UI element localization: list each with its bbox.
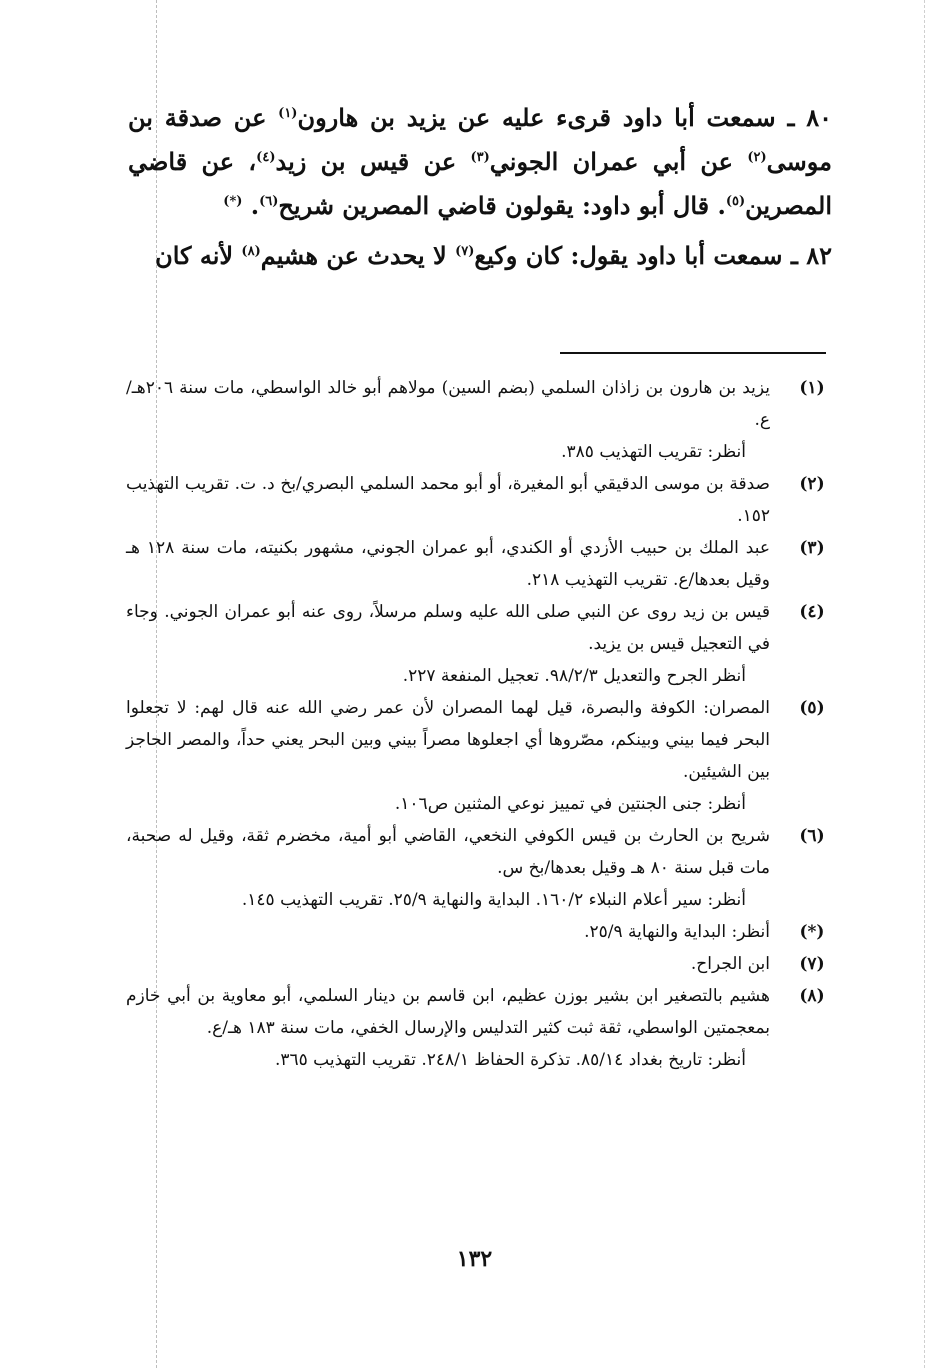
main-paragraph	[128, 96, 832, 228]
paragraph-text: عن قيس بن زيد	[275, 147, 471, 176]
footnote-reference-line: أنظر: سير أعلام النبلاء ١٦٠/٢. البداية والنهاية ٢٥/٩. تقريب التهذيب ١٤٥.	[241, 890, 746, 910]
footnote-marker: (*)	[799, 922, 825, 942]
paragraph-text: لأنه كان	[155, 241, 242, 270]
footnote-marker: (٨)	[799, 986, 825, 1006]
footnote-reference-line: أنظر: جنى الجنتين في تمييز نوعي المثنين ص١٠٦.	[394, 794, 746, 814]
footnote-reference: (٦)	[259, 194, 279, 209]
footnote-marker: (٤)	[799, 602, 825, 622]
footnote-marker: (٧)	[799, 954, 825, 974]
footnote	[126, 692, 832, 820]
footnote-marker: (٣)	[799, 538, 825, 558]
footnote-reference-line: أنظر: تقريب التهذيب ٣٨٥.	[561, 442, 746, 462]
paragraph-text: ، عن قاضي المصرين	[128, 147, 832, 220]
footnote-text: شريح بن الحارث بن قيس الكوفي النخعي، القاضي أبو أمية، مخضرم ثقة، وقيل له صحبة، مات قبل سنة ٨٠ هـ وقيل بعدها/بخ س.	[126, 826, 770, 878]
footnote-text: ابن الجراح.	[690, 954, 770, 974]
footnote	[126, 948, 832, 980]
footnote-reference: (٥)	[725, 194, 746, 209]
paragraph-number: ٨٠ ـ	[787, 103, 833, 132]
footnote	[126, 916, 832, 948]
scan-guide-line	[924, 0, 925, 1368]
footnote-reference: (٣)	[470, 150, 490, 165]
footnote-marker: (٥)	[799, 698, 825, 718]
footnote	[126, 372, 832, 468]
main-text	[128, 96, 832, 284]
main-paragraph	[128, 234, 832, 278]
footnote	[126, 820, 832, 916]
footnote-text: صدقة بن موسى الدقيقي أبو المغيرة، أو أبو محمد السلمي البصري/بخ د. ت. تقريب التهذيب ١٥٢.	[126, 474, 770, 526]
paragraph-text: . قال أبو داود: يقولون قاضي المصرين شريح	[278, 191, 726, 220]
footnote-reference: (*)	[223, 194, 243, 209]
footnote	[126, 532, 832, 596]
footnote	[126, 596, 832, 692]
footnote-separator	[560, 352, 826, 354]
paragraph-text: سمعت أبا داود يقول: كان وكيع	[474, 241, 791, 270]
footnote-reference: (١)	[278, 106, 298, 121]
footnote	[126, 980, 832, 1076]
paragraph-text: .	[242, 191, 260, 220]
footnote-marker: (٦)	[799, 826, 825, 846]
footnote	[126, 468, 832, 532]
footnotes	[126, 372, 832, 1076]
footnote-reference: (٤)	[256, 150, 276, 165]
footnote-reference-line: أنظر الجرح والتعديل ٩٨/٢/٣. تعجيل المنفعة ٢٢٧.	[402, 666, 746, 686]
paragraph-number: ٨٢ ـ	[790, 241, 832, 270]
page-number: ١٣٢	[456, 1246, 493, 1272]
footnote-text: قيس بن زيد روى عن النبي صلى الله عليه وسلم مرسلاً، روى عنه أبو عمران الجوني. وجاء في التعجيل قيس بن يزيد.	[126, 602, 770, 654]
footnote-text: أنظر: البداية والنهاية ٢٥/٩.	[584, 922, 770, 942]
footnote-reference: (٧)	[455, 244, 475, 259]
footnote-marker: (١)	[799, 378, 825, 398]
footnote-reference-line: أنظر: تاريخ بغداد ٨٥/١٤. تذكرة الحفاظ ٢٤٨/١. تقريب التهذيب ٣٦٥.	[274, 1050, 746, 1070]
footnote-text: هشيم بالتصغير ابن بشير بوزن عظيم، ابن قاسم بن دينار السلمي، أبو معاوية بن أبي خازم بمعجمتين الواسطي، ثقة ثبت كثير التدليس والإرسال الخفي، مات سنة ١٨٣ هـ/ع.	[126, 986, 770, 1038]
footnote-reference: (٨)	[241, 244, 261, 259]
paragraph-text: سمعت أبا داود قرىء عليه عن يزيد بن هارون	[297, 103, 788, 132]
paragraph-text: عن أبي عمران الجوني	[489, 147, 748, 176]
footnote-reference: (٢)	[747, 150, 767, 165]
paragraph-text: لا يحدث عن هشيم	[260, 241, 456, 270]
footnote-marker: (٢)	[799, 474, 825, 494]
footnote-text: عبد الملك بن حبيب الأزدي أو الكندي، أبو عمران الجوني، مشهور بكنيته، مات سنة ١٢٨ هـ وقيل بعدها/ع. تقريب التهذيب ٢١٨.	[126, 538, 770, 590]
footnote-text: يزيد بن هارون بن زاذان السلمي (بضم السين) مولاهم أبو خالد الواسطي، مات سنة ٢٠٦هـ/ع.	[126, 378, 770, 430]
footnote-text: المصران: الكوفة والبصرة، قيل لهما المصران لأن عمر رضي الله عنه قال لهم: لا تجعلوا البحر فيما بيني وبينكم، مصّروها أي اجعلوها مصراً بيني وبين البحر يعني حداً، والمصر الحاجز بين الشيئين.	[126, 698, 770, 782]
paragraph-text: عن صدقة بن موسى	[128, 103, 833, 176]
